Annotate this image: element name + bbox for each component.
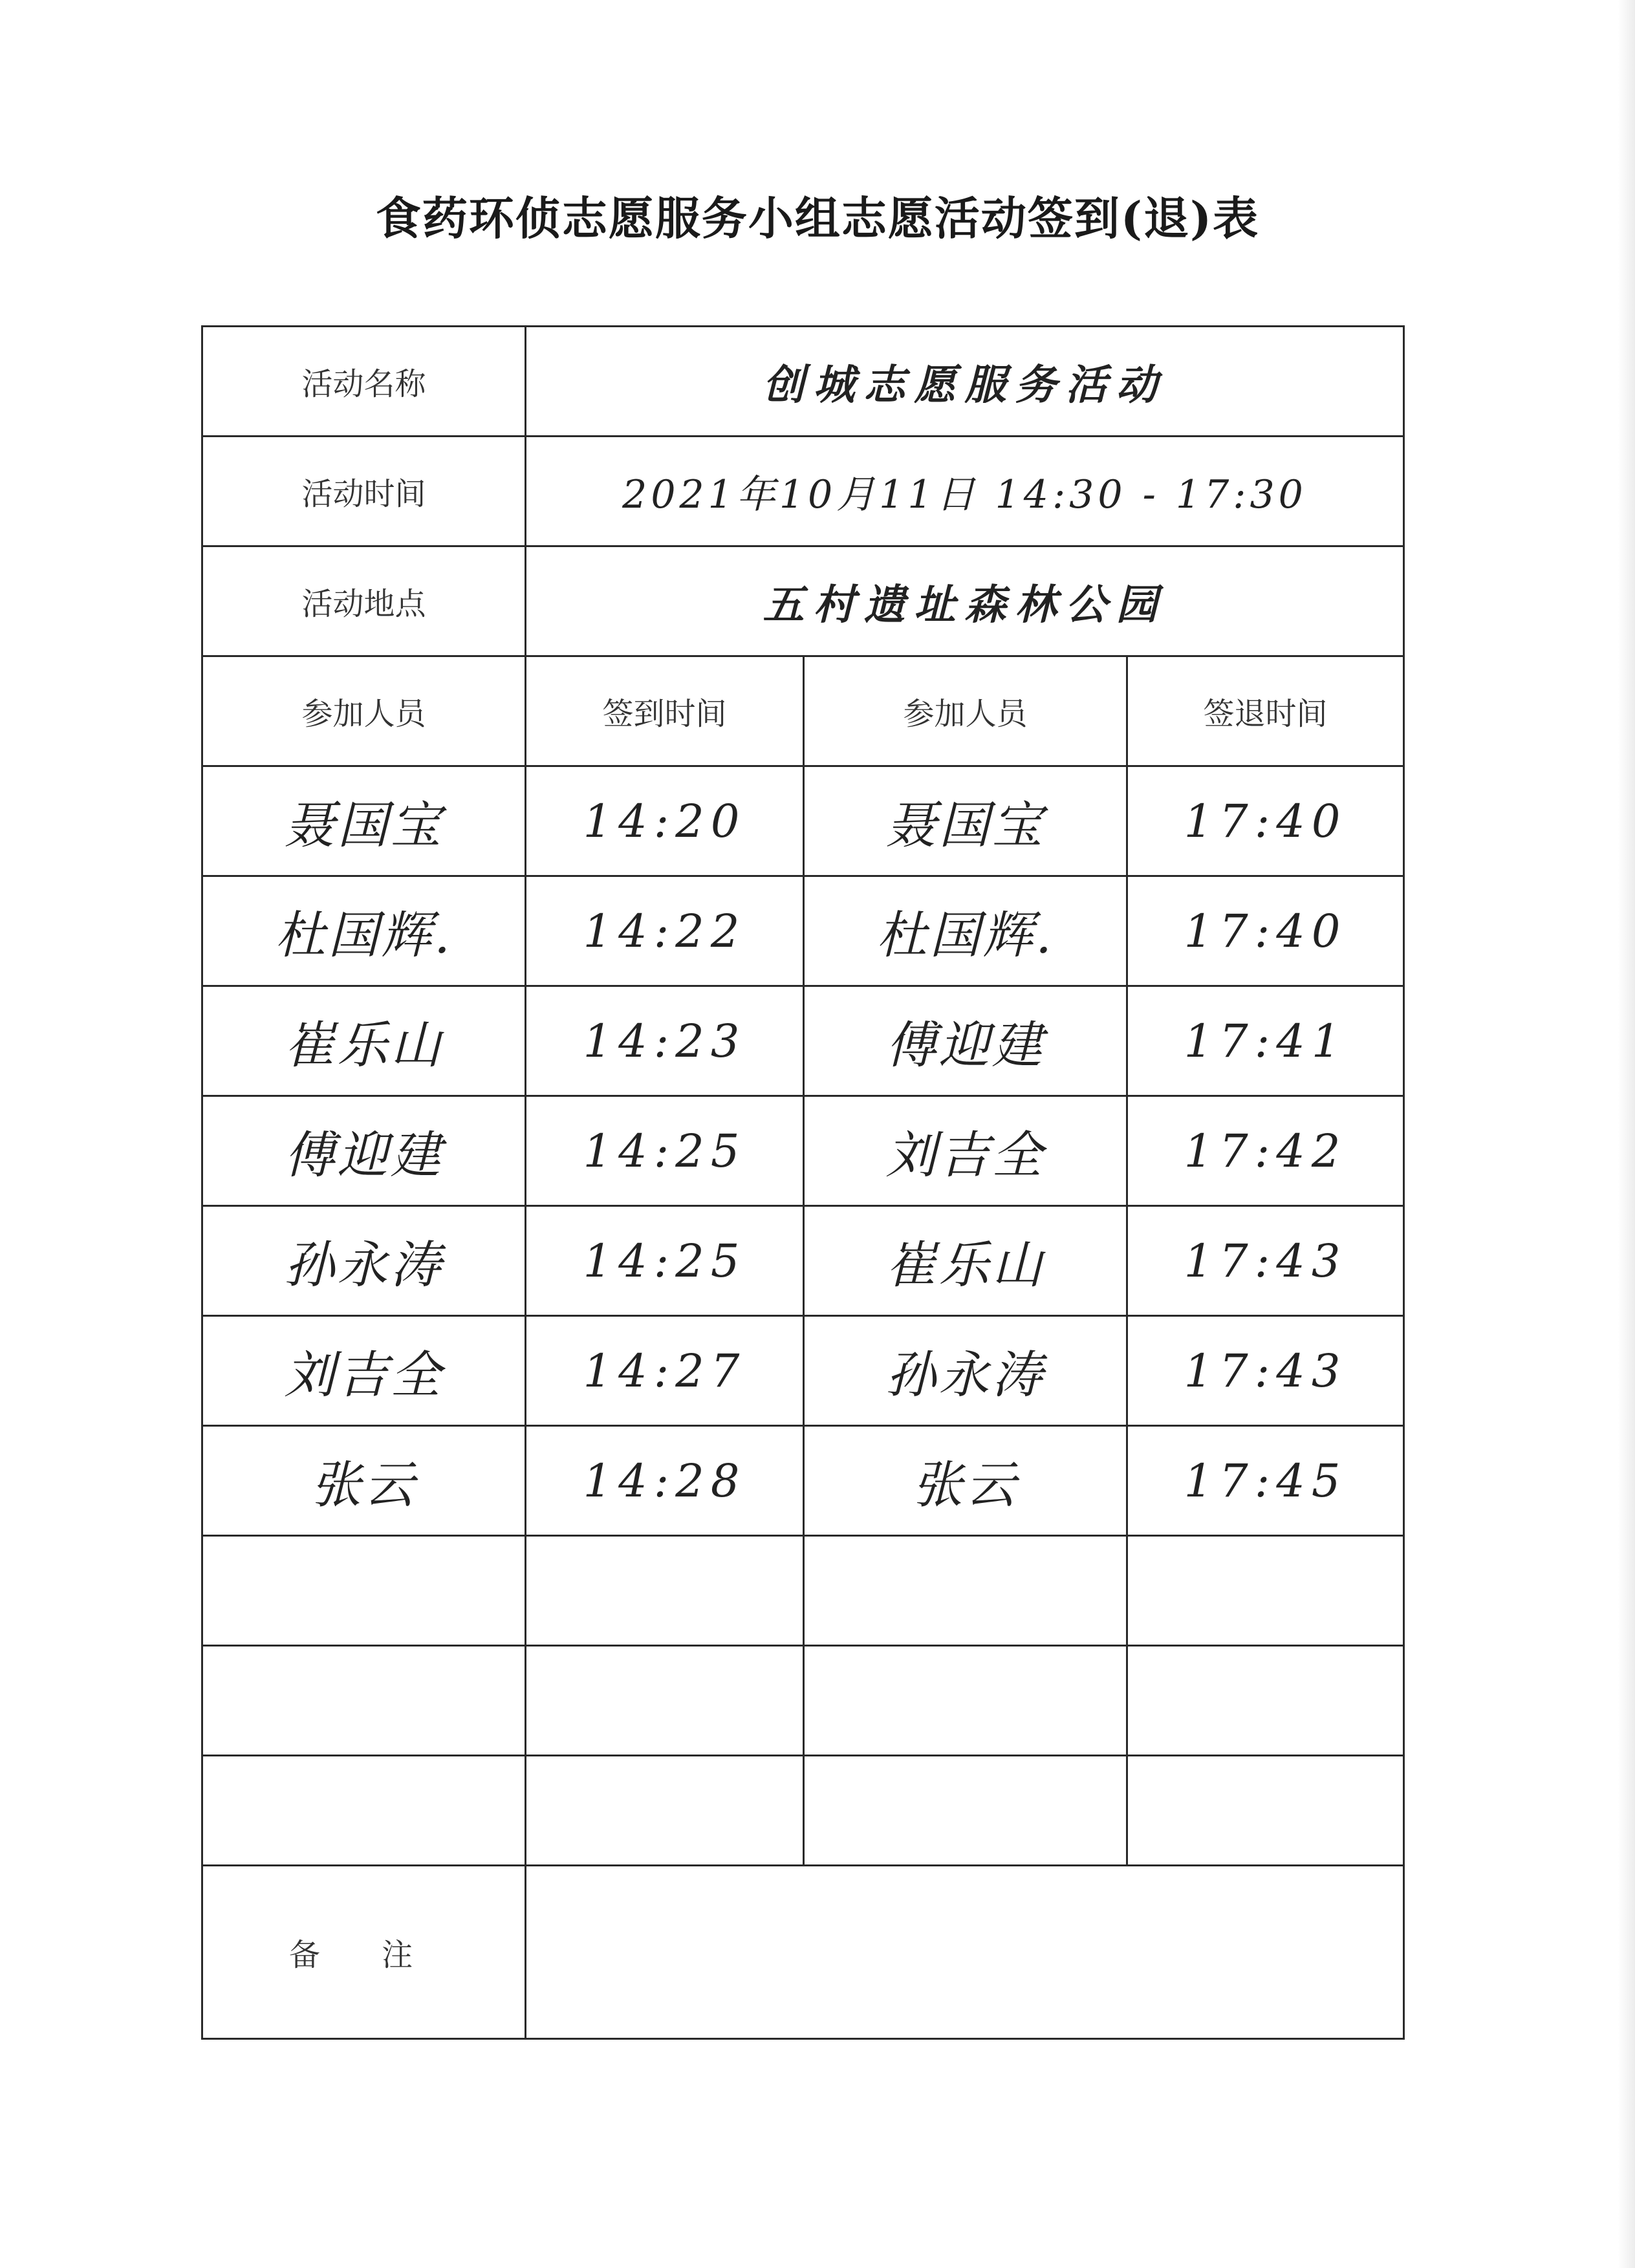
- column-header-row: [202, 656, 1404, 766]
- checkout-time: [1127, 1646, 1404, 1756]
- signature-in: 孙永涛: [202, 1206, 526, 1316]
- checkout-time: 17:42: [1127, 1096, 1404, 1206]
- header-checkout-time: 签退时间: [1127, 656, 1404, 766]
- checkout-time: 17:40: [1127, 766, 1404, 876]
- signature-in: [202, 1646, 526, 1756]
- signature-in: 杜国辉.: [202, 876, 526, 986]
- signature-out: 崔乐山: [804, 1206, 1127, 1316]
- activity-name-row: [202, 327, 1404, 437]
- signature-in: 刘吉全: [202, 1316, 526, 1426]
- signature-in: [202, 1536, 526, 1646]
- remarks-value: [526, 1866, 1404, 2039]
- activity-place-row: [202, 546, 1404, 656]
- header-participant-out: 参加人员: [804, 656, 1127, 766]
- signature-in: 傅迎建: [202, 1096, 526, 1206]
- checkout-time: [1127, 1756, 1404, 1866]
- activity-time-value: 2021年10月11日 14:30 - 17:30: [526, 437, 1404, 546]
- activity-time-label: 活动时间: [202, 437, 526, 546]
- table-row: [202, 766, 1404, 876]
- header-participant-in: 参加人员: [202, 656, 526, 766]
- table-row: [202, 1426, 1404, 1536]
- scan-edge-shadow: [1618, 0, 1635, 2268]
- checkin-time: 14:23: [526, 986, 804, 1096]
- signature-out: [804, 1536, 1127, 1646]
- checkin-time: 14:25: [526, 1206, 804, 1316]
- table-row: [202, 876, 1404, 986]
- signature-out: [804, 1756, 1127, 1866]
- checkin-time: [526, 1536, 804, 1646]
- checkin-time: [526, 1646, 804, 1756]
- signature-out: 杜国辉.: [804, 876, 1127, 986]
- checkin-time: 14:25: [526, 1096, 804, 1206]
- activity-name-value: 创城志愿服务活动: [526, 327, 1404, 437]
- signature-in: [202, 1756, 526, 1866]
- signature-out: 刘吉全: [804, 1096, 1127, 1206]
- page-title: 食药环侦志愿服务小组志愿活动签到(退)表: [375, 191, 1260, 245]
- checkin-time: 14:28: [526, 1426, 804, 1536]
- checkout-time: 17:40: [1127, 876, 1404, 986]
- checkout-time: 17:45: [1127, 1426, 1404, 1536]
- table-row: [202, 1646, 1404, 1756]
- activity-name-label: 活动名称: [202, 327, 526, 437]
- signin-table: [201, 325, 1405, 2040]
- signature-out: [804, 1646, 1127, 1756]
- checkin-time: 14:20: [526, 766, 804, 876]
- activity-place-label: 活动地点: [202, 546, 526, 656]
- table-row: [202, 1316, 1404, 1426]
- header-checkin-time: 签到时间: [526, 656, 804, 766]
- checkout-time: 17:43: [1127, 1316, 1404, 1426]
- table-row: [202, 1756, 1404, 1866]
- table-row: [202, 986, 1404, 1096]
- checkin-time: 14:22: [526, 876, 804, 986]
- checkin-time: 14:27: [526, 1316, 804, 1426]
- remarks-label: 备 注: [202, 1866, 526, 2039]
- table-row: [202, 1096, 1404, 1206]
- signature-out: 傅迎建: [804, 986, 1127, 1096]
- table-row: [202, 1206, 1404, 1316]
- signature-in: 聂国宝: [202, 766, 526, 876]
- checkout-time: 17:41: [1127, 986, 1404, 1096]
- checkout-time: 17:43: [1127, 1206, 1404, 1316]
- signature-in: 崔乐山: [202, 986, 526, 1096]
- checkout-time: [1127, 1536, 1404, 1646]
- signature-out: 张云: [804, 1426, 1127, 1536]
- signature-out: 聂国宝: [804, 766, 1127, 876]
- remarks-row: [202, 1866, 1404, 2039]
- checkin-time: [526, 1756, 804, 1866]
- activity-time-row: [202, 437, 1404, 546]
- signature-out: 孙永涛: [804, 1316, 1127, 1426]
- signature-in: 张云: [202, 1426, 526, 1536]
- table-row: [202, 1536, 1404, 1646]
- activity-place-value: 五村遗址森林公园: [526, 546, 1404, 656]
